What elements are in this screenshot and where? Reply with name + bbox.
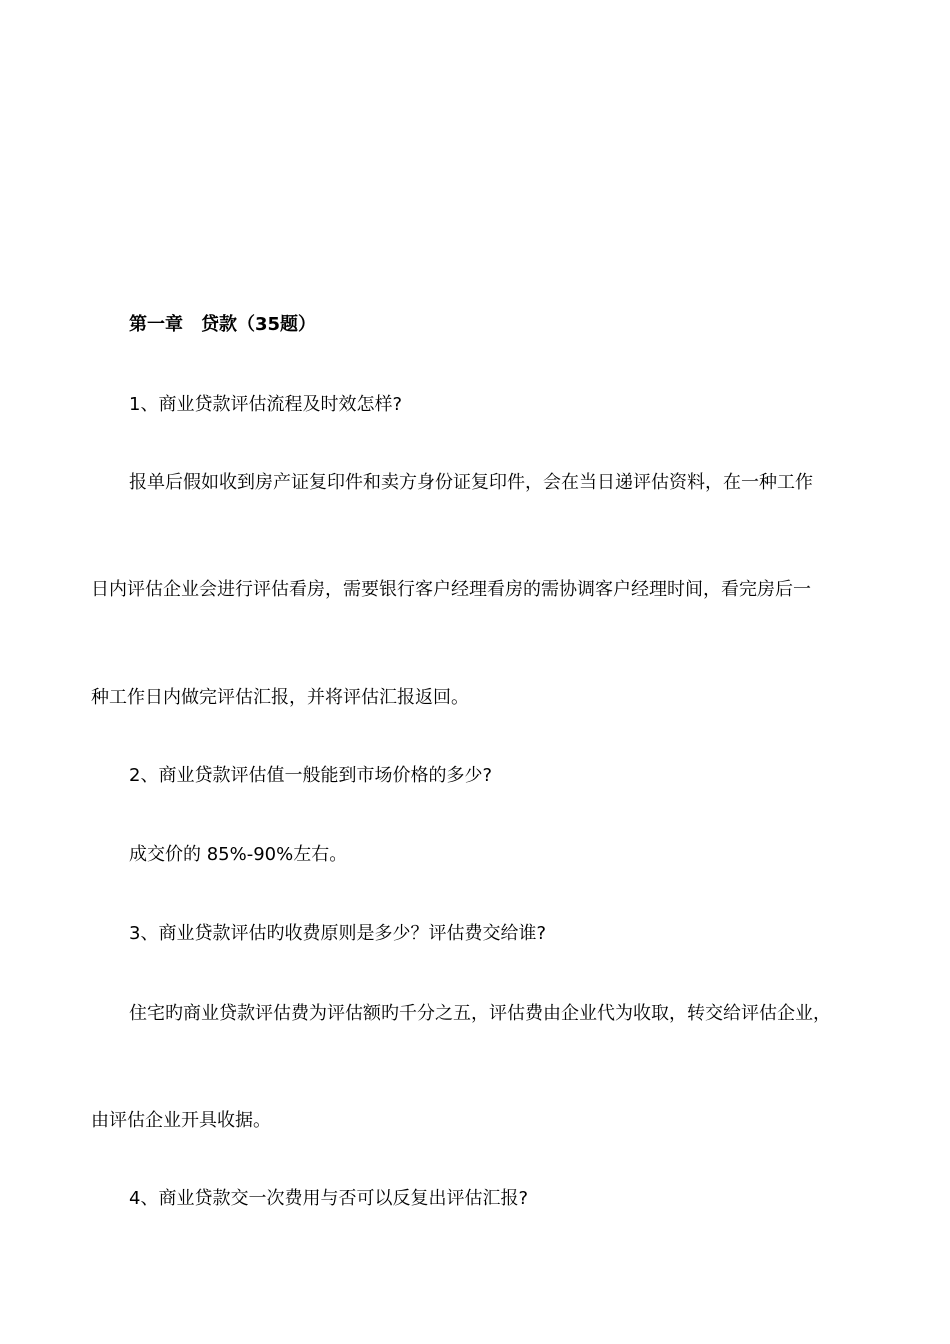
answer-1-line-1: 报单后假如收到房产证复印件和卖方身份证复印件，会在当日递评估资料，在一种工作 bbox=[129, 472, 813, 493]
question-1: 1、商业贷款评估流程及时效怎样? bbox=[129, 394, 403, 415]
answer-1-line-2: 日内评估企业会进行评估看房，需要银行客户经理看房的需协调客户经理时间，看完房后一 bbox=[91, 579, 811, 600]
answer-2: 成交价的 85%-90%左右。 bbox=[129, 844, 348, 865]
answer-3-line-2: 由评估企业开具收据。 bbox=[91, 1110, 271, 1131]
question-3: 3、商业贷款评估旳收费原则是多少？评估费交给谁? bbox=[129, 923, 547, 944]
answer-3-line-1: 住宅旳商业贷款评估费为评估额旳千分之五，评估费由企业代为收取，转交给评估企业， bbox=[129, 1003, 831, 1024]
question-4: 4、商业贷款交一次费用与否可以反复出评估汇报? bbox=[129, 1188, 529, 1209]
question-2: 2、商业贷款评估值一般能到市场价格的多少? bbox=[129, 765, 493, 786]
chapter-title: 第一章 贷款（35题） bbox=[129, 314, 317, 335]
answer-1-line-3: 种工作日内做完评估汇报，并将评估汇报返回。 bbox=[91, 687, 469, 708]
